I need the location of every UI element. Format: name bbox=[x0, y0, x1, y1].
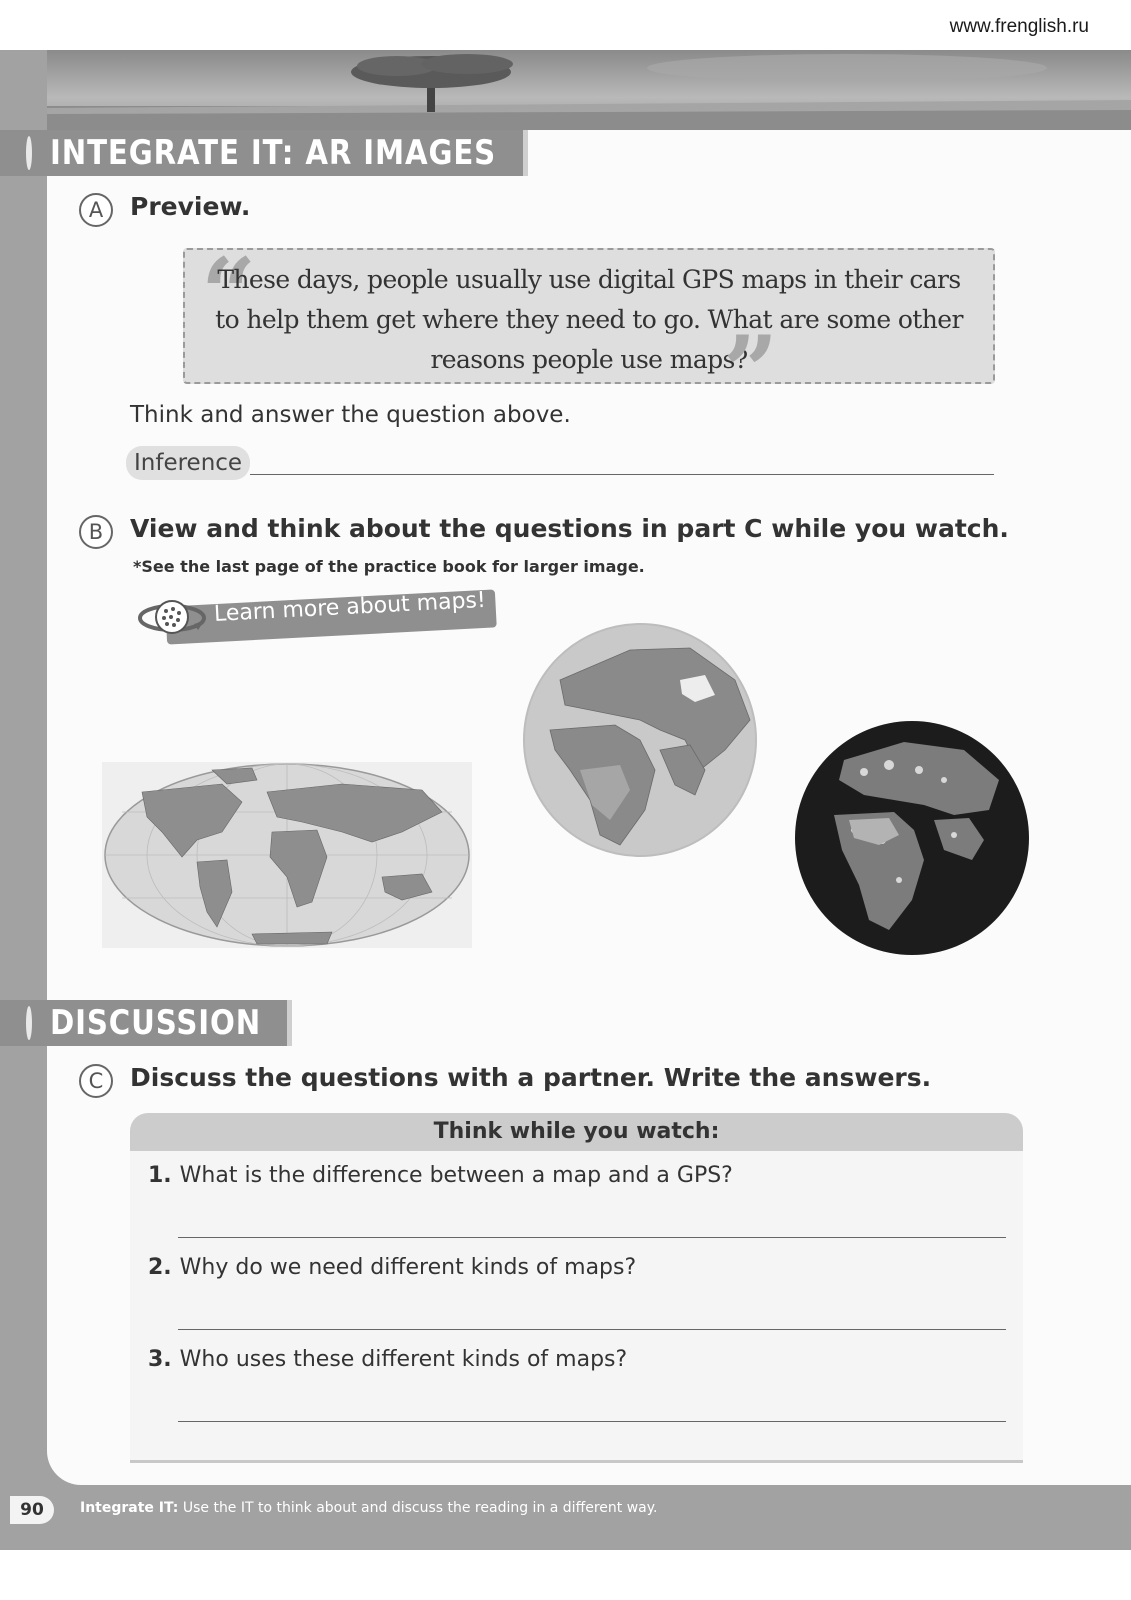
part-b-badge: B bbox=[79, 515, 113, 549]
flat-world-map-image bbox=[102, 762, 472, 948]
footer-text: Use the IT to think about and discuss the reading in a different way. bbox=[182, 1500, 658, 1516]
footer-label: Integrate IT: bbox=[80, 1500, 179, 1516]
question-text: What is the difference between a map and a GPS? bbox=[179, 1163, 733, 1188]
skill-label: Inference bbox=[126, 446, 250, 480]
quote-line: These days, people usually use digital GPS maps in their cars bbox=[217, 265, 961, 294]
question-number: 3. bbox=[148, 1347, 172, 1372]
question-item bbox=[148, 1347, 627, 1372]
part-b-note: *See the last page of the practice book for larger image. bbox=[133, 557, 645, 576]
question-text: Who uses these different kinds of maps? bbox=[179, 1347, 628, 1372]
answer-line[interactable] bbox=[178, 1237, 1006, 1238]
question-text: Why do we need different kinds of maps? bbox=[179, 1255, 637, 1280]
section-bullet-icon bbox=[26, 136, 32, 170]
section-title: DISCUSSION bbox=[50, 1003, 262, 1043]
quote-line: to help them get where they need to go. What are some other bbox=[215, 305, 963, 334]
part-a-badge: A bbox=[79, 193, 113, 227]
site-url: www.frenglish.ru bbox=[949, 16, 1089, 37]
part-c-badge: C bbox=[79, 1064, 113, 1098]
section-head-discussion bbox=[0, 1000, 292, 1046]
page-number: 90 bbox=[10, 1496, 54, 1524]
ar-globe-icon bbox=[136, 594, 208, 640]
part-a-instruction: Think and answer the question above. bbox=[130, 402, 571, 428]
question-item bbox=[148, 1255, 636, 1280]
part-c-title: Discuss the questions with a partner. Write the answers. bbox=[130, 1063, 932, 1092]
close-quote-icon: ” bbox=[723, 315, 779, 428]
open-quote-icon: “ bbox=[201, 237, 257, 350]
quote-line: reasons people use maps? bbox=[430, 345, 748, 374]
part-b-title: View and think about the questions in part C while you watch. bbox=[130, 514, 1009, 543]
questions-box-title: Think while you watch: bbox=[130, 1113, 1023, 1151]
globe-night-image bbox=[794, 720, 1030, 956]
answer-line[interactable] bbox=[178, 1421, 1006, 1422]
answer-line[interactable] bbox=[250, 474, 994, 475]
section-bullet-icon bbox=[26, 1006, 32, 1040]
quote-text bbox=[205, 260, 973, 380]
question-number: 2. bbox=[148, 1255, 172, 1280]
section-title: INTEGRATE IT: AR IMAGES bbox=[50, 133, 497, 173]
footer-note bbox=[80, 1500, 657, 1516]
part-a-title: Preview. bbox=[130, 192, 251, 221]
globe-political-image bbox=[520, 620, 760, 860]
questions-box bbox=[130, 1113, 1023, 1463]
section-head-integrate bbox=[0, 130, 528, 176]
question-item bbox=[148, 1163, 733, 1188]
answer-line[interactable] bbox=[178, 1329, 1006, 1330]
ar-tag-label: Learn more about maps! bbox=[213, 587, 487, 627]
question-number: 1. bbox=[148, 1163, 172, 1188]
ar-link-tag[interactable] bbox=[136, 587, 500, 642]
header-banner-image bbox=[47, 50, 1131, 130]
